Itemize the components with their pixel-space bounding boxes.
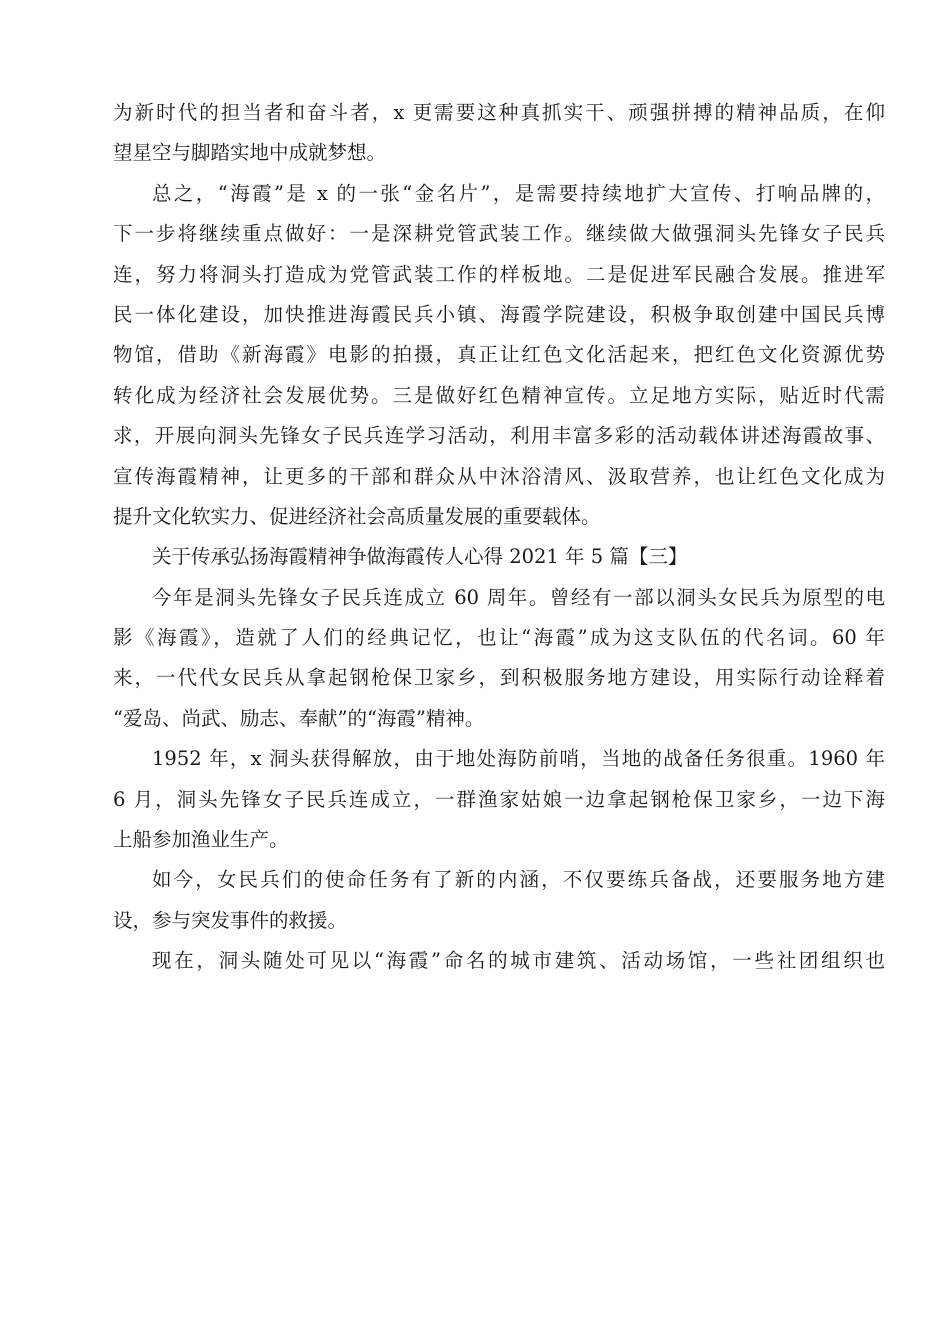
section-heading-text: 关于传承弘扬海霞精神争做海霞传人心得 2021 年 5 篇【三】	[152, 545, 688, 569]
text-line: 转化成为经济社会发展优势。三是做好红色精神宣传。立足地方实际，贴近时代需	[113, 383, 885, 407]
text-line: 影《海霞》，造就了人们的经典记忆，也让“海霞”成为这支队伍的代名词。60 年	[113, 626, 885, 650]
text-line: 为新时代的担当者和奋斗者，x 更需要这种真抓实干、顽强拼搏的精神品质，在仰	[113, 101, 885, 124]
text-line: 连，努力将洞头打造成为党管武装工作的样板地。二是促进军民融合发展。推进军	[113, 262, 885, 286]
paragraph	[113, 941, 885, 981]
text-line: 望星空与脚踏实地中成就梦想。	[113, 141, 387, 165]
text-line: 设，参与突发事件的救援。	[113, 908, 348, 932]
text-line: 现在，洞头随处可见以“海霞”命名的城市建筑、活动场馆，一些社团组织也	[152, 949, 885, 973]
text-line: 宣传海霞精神，让更多的干部和群众从中沐浴清风、汲取营养，也让红色文化成为	[113, 464, 885, 488]
section-heading	[113, 537, 885, 577]
text-line: 今年是洞头先锋女子民兵连成立 60 周年。曾经有一部以洞头女民兵为原型的电	[152, 585, 885, 609]
paragraph	[113, 578, 885, 740]
text-line: 物馆，借助《新海霞》电影的拍摄，真正让红色文化活起来，把红色文化资源优势	[113, 343, 885, 367]
text-line: 提升文化软实力、促进经济社会高质量发展的重要载体。	[113, 504, 601, 528]
text-line: 民一体化建设，加快推进海霞民兵小镇、海霞学院建设，积极争取创建中国民兵博	[113, 302, 885, 326]
text-line: 来，一代代女民兵从拿起钢枪保卫家乡，到积极服务地方建设，用实际行动诠释着	[113, 666, 885, 690]
paragraph	[113, 860, 885, 941]
text-line: 6 月，洞头先锋女子民兵连成立，一群渔家姑娘一边拿起钢枪保卫家乡，一边下海	[113, 787, 885, 811]
text-line: 如今，女民兵们的使命任务有了新的内涵，不仅要练兵备战，还要服务地方建	[152, 868, 885, 892]
text-line: 1952 年，x 洞头获得解放，由于地处海防前哨，当地的战备任务很重。1960 年	[152, 747, 885, 771]
text-line: 上船参加渔业生产。	[113, 828, 289, 852]
document-body	[113, 93, 885, 982]
paragraph	[113, 174, 885, 538]
text-line: “爱岛、尚武、励志、奉献”的“海霞”精神。	[113, 706, 485, 730]
text-line: 总之，“海霞”是 x 的一张“金名片”，是需要持续地扩大宣传、打响品牌的，	[152, 181, 885, 205]
text-line: 求，开展向洞头先锋女子民兵连学习活动，利用丰富多彩的活动载体讲述海霞故事、	[113, 424, 885, 448]
paragraph	[113, 93, 885, 174]
text-line: 下一步将继续重点做好：一是深耕党管武装工作。继续做大做强洞头先锋女子民兵	[113, 222, 885, 246]
paragraph	[113, 739, 885, 860]
